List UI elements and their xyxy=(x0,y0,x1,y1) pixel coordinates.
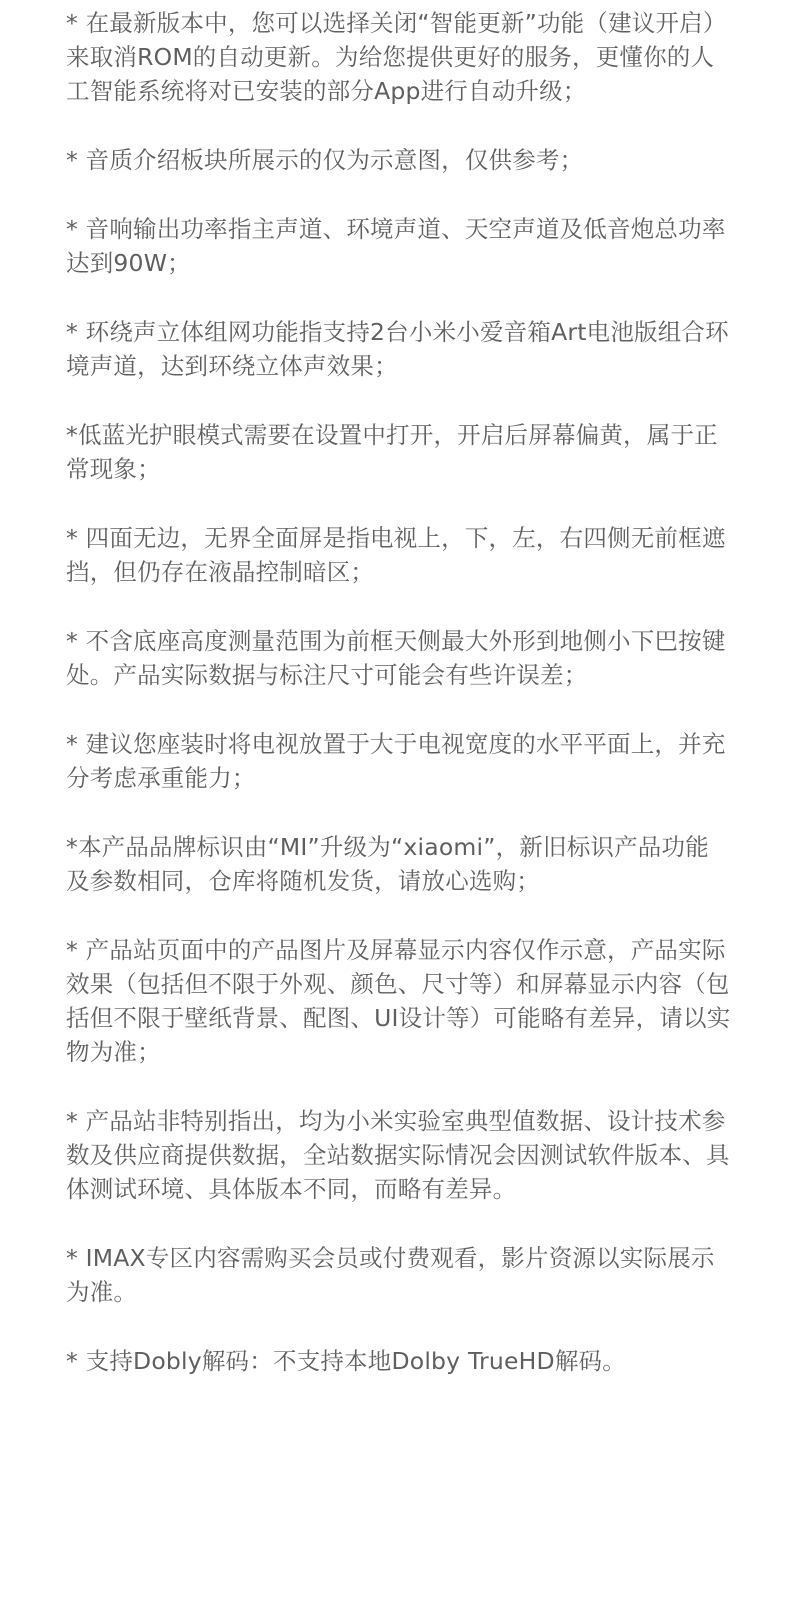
disclaimer-surround-network: * 环绕声立体组网功能指支持2台小米小爱音箱Art电池版组合环境声道，达到环绕立体声效果； xyxy=(66,318,729,380)
disclaimer-product-images: * 产品站页面中的产品图片及屏幕显示内容仅作示意，产品实际效果（包括但不限于外观、颜色、尺寸等）和屏幕显示内容（包括但不限于壁纸背景、配图、UI设计等）可能略有差异，请以实物为准； xyxy=(66,936,731,1066)
disclaimer-dolby-decoding: * 支持Dobly解码：不支持本地Dolby TrueHD解码。 xyxy=(66,1347,626,1375)
disclaimer-height-measurement: * 不含底座高度测量范围为前框天侧最大外形到地侧小下巴按键处。产品实际数据与标注尺寸可能会有些许误差； xyxy=(66,627,726,689)
disclaimer-imax-content: * IMAX专区内容需购买会员或付费观看，影片资源以实际展示为准。 xyxy=(66,1244,715,1306)
disclaimer-borderless-screen: * 四面无边，无界全面屏是指电视上，下，左，右四侧无前框遮挡，但仍存在液晶控制暗区； xyxy=(66,524,726,586)
disclaimer-smart-update: * 在最新版本中，您可以选择关闭“智能更新”功能（建议开启）来取消ROM的自动更新。为给您提供更好的服务，更懂你的人工智能系统将对已安装的部分App进行自动升级； xyxy=(66,9,727,105)
disclaimer-low-blue-light: *低蓝光护眼模式需要在设置中打开，开启后屏幕偏黄，属于正常现象； xyxy=(66,421,718,483)
disclaimer-lab-data: * 产品站非特别指出，均为小米实验室典型值数据、设计技术参数及供应商提供数据，全站数据实际情况会因测试软件版本、具体测试环境、具体版本不同，而略有差异。 xyxy=(66,1107,730,1203)
disclaimer-installation: * 建议您座装时将电视放置于大于电视宽度的水平平面上，并充分考虑承重能力； xyxy=(66,730,726,792)
disclaimer-brand-logo: *本产品品牌标识由“MI”升级为“xiaomi”，新旧标识产品功能及参数相同，仓库将随机发货，请放心选购； xyxy=(66,833,709,895)
disclaimer-audio-illustration: * 音质介绍板块所展示的仅为示意图，仅供参考； xyxy=(66,146,584,174)
disclaimer-speaker-power: * 音响输出功率指主声道、环境声道、天空声道及低音炮总功率达到90W； xyxy=(66,215,726,277)
